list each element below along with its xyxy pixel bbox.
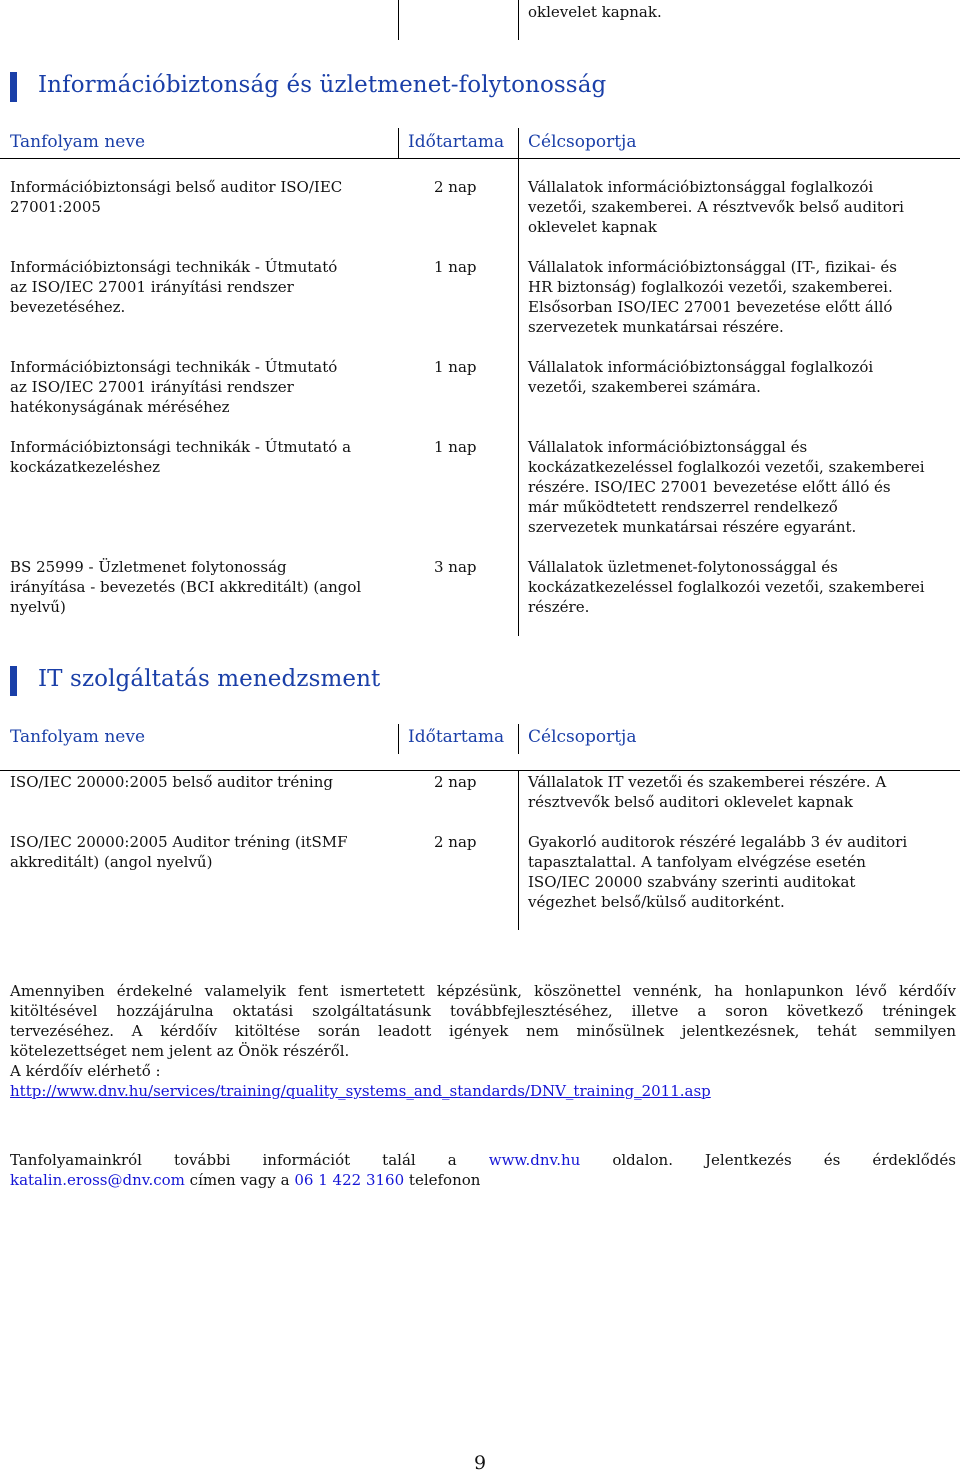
table-row-name: Információbiztonsági technikák - Útmutató az ISO/IEC 27001 irányítási rendszer hatékonyságának méréséhez xyxy=(10,358,338,416)
section1-header-duration: Időtartama xyxy=(408,132,505,152)
table-row-audience: Vállalatok információbiztonsággal foglalkozói vezetői, szakemberei. A résztvevők belső auditori oklevelet kapnak xyxy=(528,178,904,236)
table-row-name: BS 25999 - Üzletmenet folytonosság irányítása - bevezetés (BCI akkreditált) (angol nyelvű) xyxy=(10,558,362,616)
survey-line: kitöltésével hozzájárulna oktatási szolgáltatásunk továbbfejlesztéséhez, illetve a soron következő tréningek xyxy=(10,1002,956,1020)
section1-title: Információbiztonság és üzletmenet-folytonosság xyxy=(38,72,607,98)
contact-text: oldalon. Jelentkezés és érdeklődés xyxy=(612,1151,956,1169)
contact-line-2 xyxy=(10,1170,956,1190)
survey-line: tervezéséhez. A kérdőív kitöltése során leadott igények nem minősülnek jelentkezésnek, tehát semmilyen xyxy=(10,1022,956,1040)
section2-header-name: Tanfolyam neve xyxy=(10,727,146,747)
survey-paragraph xyxy=(10,981,956,1101)
table-row-duration: 2 nap xyxy=(434,773,477,791)
section1-header-divider-2 xyxy=(518,128,519,158)
table-row-duration: 3 nap xyxy=(434,558,477,576)
section1-header-rule xyxy=(0,158,960,159)
table-row-audience: Vállalatok információbiztonsággal (IT-, fizikai- és HR biztonság) foglalkozói vezetői, szakemberei. Elsősorban ISO/IEC 27001 bevezetése előtt álló szervezetek munkatársai részére. xyxy=(528,258,897,336)
section1-marker xyxy=(10,72,17,102)
table-row-audience: Vállalatok üzletmenet-folytonossággal és kockázatkezeléssel foglalkozói vezetői, szakemberei részére. xyxy=(528,558,925,616)
contact-line-1 xyxy=(10,1150,956,1170)
survey-link-label: A kérdőív elérhető : xyxy=(10,1062,161,1080)
table-row-audience: Vállalatok információbiztonsággal foglalkozói vezetői, szakemberei számára. xyxy=(528,358,874,396)
section1-header-audience: Célcsoportja xyxy=(528,132,637,152)
table-row-audience: Gyakorló auditorok részéré legalább 3 év auditori tapasztalattal. A tanfolyam elvégzése esetén ISO/IEC 20000 szabvány szerinti auditokat végezhet belső/külső auditorként. xyxy=(528,833,908,911)
page-number: 9 xyxy=(473,1452,487,1474)
phone-number: 06 1 422 3160 xyxy=(294,1171,405,1189)
section2-header-duration: Időtartama xyxy=(408,727,505,747)
table-row-audience: Vállalatok információbiztonsággal és kockázatkezeléssel foglalkozói vezetői, szakemberei részére. ISO/IEC 27001 bevezetése előtt álló és már működtetett rendszerrel rendelkező szervezetek munkatársai részére egyaránt. xyxy=(528,438,925,536)
section1-header-name: Tanfolyam neve xyxy=(10,132,146,152)
table-row-name: Információbiztonsági technikák - Útmutató a kockázatkezeléshez xyxy=(10,438,352,476)
section1-header-divider-1 xyxy=(398,128,399,158)
website-link[interactable]: www.dnv.hu xyxy=(488,1151,581,1169)
table-row-name: Információbiztonsági technikák - Útmutató az ISO/IEC 27001 irányítási rendszer bevezetéséhez. xyxy=(10,258,338,316)
table-row-duration: 2 nap xyxy=(434,833,477,851)
table-row-name: ISO/IEC 20000:2005 belső auditor tréning xyxy=(10,773,333,791)
table-row-name: ISO/IEC 20000:2005 Auditor tréning (itSMF akkreditált) (angol nyelvű) xyxy=(10,833,348,871)
survey-line: kötelezettséget nem jelent az Önök részéről. xyxy=(10,1042,350,1060)
contact-paragraph xyxy=(10,1150,956,1190)
contact-text: címen vagy a xyxy=(189,1171,290,1189)
table-row-name: Információbiztonsági belső auditor ISO/IEC 27001:2005 xyxy=(10,178,343,216)
survey-link[interactable]: http://www.dnv.hu/services/training/quality_systems_and_standards/DNV_training_2011.asp xyxy=(10,1082,711,1100)
survey-line: Amennyiben érdekelné valamelyik fent ismertetett képzésünk, köszönettel vennénk, ha honlapunkon lévő kérdőív xyxy=(10,982,956,1000)
top-fragment-text: oklevelet kapnak. xyxy=(528,3,662,21)
section1-body-divider xyxy=(518,158,519,636)
section2-header-audience: Célcsoportja xyxy=(528,727,637,747)
top-table-divider-2 xyxy=(518,0,519,40)
table-row-duration: 1 nap xyxy=(434,358,477,376)
table-row-duration: 1 nap xyxy=(434,438,477,456)
section2-body-divider xyxy=(518,770,519,930)
section2-header-divider-2 xyxy=(518,724,519,754)
section2-header-divider-1 xyxy=(398,724,399,754)
top-table-divider-1 xyxy=(398,0,399,40)
email-link[interactable]: katalin.eross@dnv.com xyxy=(10,1171,185,1189)
contact-text: Tanfolyamainkról további információt talál a xyxy=(10,1151,457,1169)
section2-marker xyxy=(10,666,17,696)
table-row-duration: 1 nap xyxy=(434,258,477,276)
table-row-audience: Vállalatok IT vezetői és szakemberei részére. A résztvevők belső auditori oklevelet kapnak xyxy=(528,773,887,811)
section2-header-rule xyxy=(0,770,960,771)
table-row-duration: 2 nap xyxy=(434,178,477,196)
contact-text: telefonon xyxy=(408,1171,481,1189)
section2-title: IT szolgáltatás menedzsment xyxy=(38,666,381,692)
